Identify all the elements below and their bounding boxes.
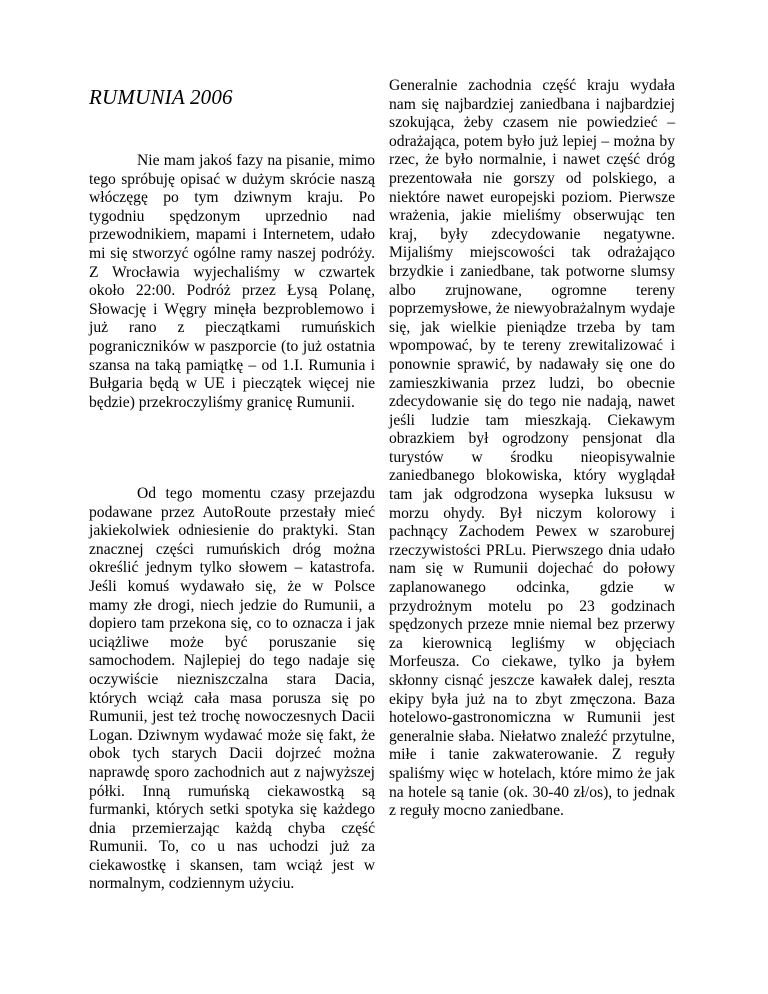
paragraph-impressions: Generalnie zachodnia część kraju wydała nam się najbardziej zaniedbana i najbardziej szokująca, żeby czasem nie powiedzieć – odrażająca, potem było już lepiej – można by rzec, że było normalnie, i nawet część dróg prezentowała nie gorszy od polskiego, a niektóre nawet europejski poziom. Pierwsze wrażenia, jakie mieliśmy obserwując ten kraj, były zdecydowanie negatywne. Mijaliśmy miejscowości tak odrażająco brzydkie i zaniedbane, tak potworne slumsy albo zrujnowane, ogromne tereny poprzemysłowe, że niewyobrażalnym wydaje się, jak wielkie pieniądze trzeba by tam wpompować, by te tereny zrewitalizować i ponownie sprawić, by nadawały się one do zamieszkiwania przez ludzi, bo obecnie zdecydowanie się do tego nie nadają, nawet jeśli ludzie tam mieszkają. Ciekawym obrazkiem był ogrodzony pensjonat dla turystów w środku nieopisywalnie zaniedbanego blokowiska, który wyglądał tam jak odgrodzona wysepka luksusu w morzu ohydy. Był niczym kolorowy i pachnący Zachodem Pewex w szaroburej rzeczywistości PRLu. Pierwszego dnia udało nam się w Rumunii dojechać do połowy zaplanowanego odcinka, gdzie w przydrożnym motelu po 23 godzinach spędzonych przeze mnie niemal bez przerwy za kierownicą legliśmy w objęciach Morfeusza. Co ciekawe, tylko ja byłem skłonny cisnąć jeszcze kawałek dalej, reszta ekipy była już na to zbyt zmęczona. Baza hotelowo-gastronomiczna w Rumunii jest generalnie słaba. Niełatwo znaleźć przytulne, miłe i tanie zakwaterowanie. Z reguły spaliśmy więc w hotelach, które mimo że jak na hotele są tanie (ok. 30-40 zł/os), to jednak z reguły mocno zaniedbane. — [389, 77, 675, 820]
paragraph-roads: Od tego momentu czasy przejazdu podawane przez AutoRoute przestały mieć jakiekolwiek odniesienie do praktyki. Stan znacznej części rumuńskich dróg można określić jednym tylko słowem – katastrofa. Jeśli komuś wydawało się, że w Polsce mamy złe drogi, niech jedzie do Rumunii, a dopiero tam przekona się, co to oznacza i jak uciążliwe może być poruszanie się samochodem. Najlepiej do tego nadaje się oczywiście niezniszczalna stara Dacia, których wciąż cała masa porusza się po Rumunii, jest też trochę nowoczesnych Dacii Logan. Dziwnym wydawać może się fakt, że obok tych starych Dacii dojrzeć można naprawdę sporo zachodnich aut z najwyższej półki. Inną rumuńską ciekawostką są furmanki, których setki spotyka się każdego dnia przemierzając każdą chyba część Rumunii. To, co u nas uchodzi już za ciekawostkę i skansen, tam wciąż jest w normalnym, codziennym użyciu. — [89, 485, 375, 893]
paragraph-intro: Nie mam jakoś fazy na pisanie, mimo tego spróbuję opisać w dużym skrócie naszą włóczęgę po tym dziwnym kraju. Po tygodniu spędzonym uprzednio nad przewodnikiem, mapami i Internetem, udało mi się stworzyć ogólne ramy naszej podróży. Z Wrocławia wyjechaliśmy w czwartek około 22:00. Podróż przez Łysą Polanę, Słowację i Węgry minęła bezproblemowo i już rano z pieczątkami rumuńskich pograniczników w paszporcie (to już ostatnia szansa na taką pamiątkę – od 1.I. Rumunia i Bułgaria będą w UE i pieczątek więcej nie będzie) przekroczyliśmy granicę Rumunii. — [89, 152, 375, 411]
right-column — [389, 77, 675, 821]
page-title: RUMUNIA 2006 — [89, 85, 233, 109]
